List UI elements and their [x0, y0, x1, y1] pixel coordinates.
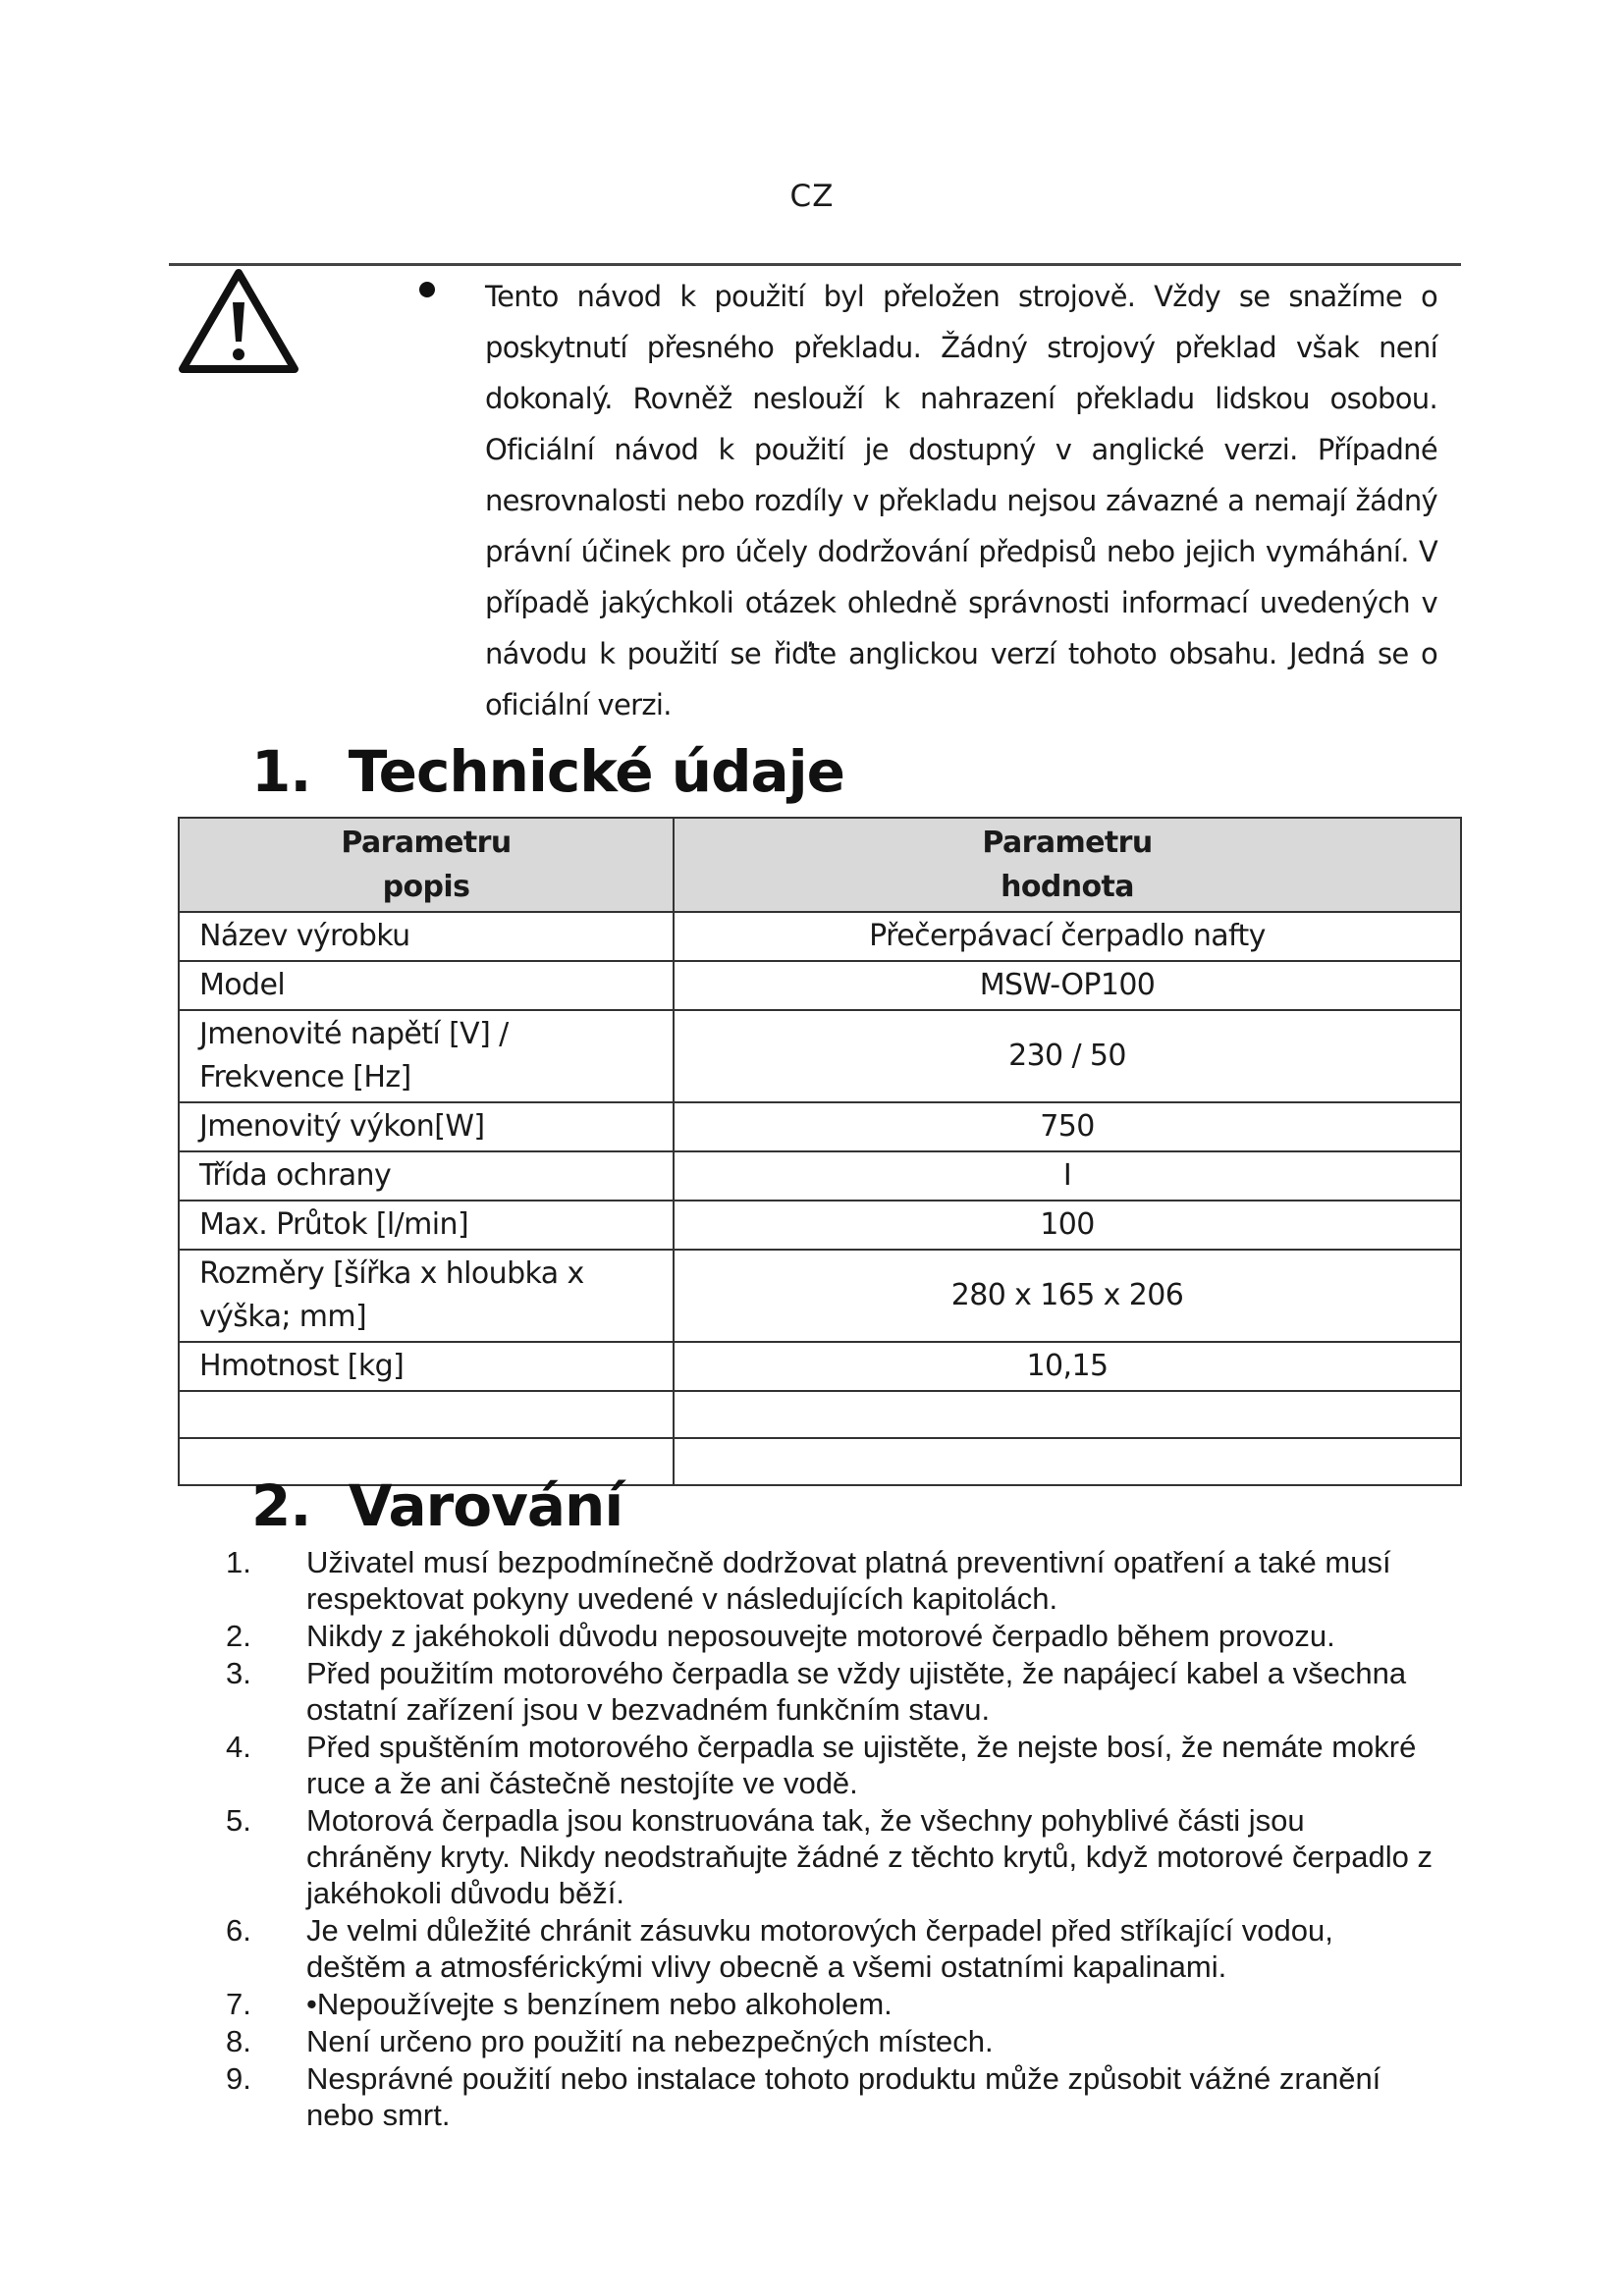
table-row — [179, 1201, 1461, 1250]
warning-text: Motorová čerpadla jsou konstruována tak, že všechny pohyblivé části jsou chráněny kryty. Nikdy neodstraňujte žádné z těchto krytů, když motorové čerpadlo z jakéhokoli důvodu běží. — [306, 1803, 1433, 1910]
value-cell: 750 — [674, 1102, 1461, 1151]
warning-number: 3. — [226, 1656, 251, 1690]
warning-item — [226, 1544, 1434, 1617]
section-number: 2. — [251, 1472, 311, 1539]
table-row — [179, 1250, 1461, 1342]
parameter-cell: Rozměry [šířka x hloubka x výška; mm] — [179, 1250, 674, 1342]
value-cell: 230 / 50 — [674, 1010, 1461, 1102]
column-header-value: Parametru hodnota — [674, 818, 1461, 912]
warning-text: Před použitím motorového čerpadla se vždy ujistěte, že napájecí kabel a všechna ostatní zařízení jsou v bezvadném funkčním stavu. — [306, 1656, 1407, 1727]
warning-text: Uživatel musí bezpodmínečně dodržovat platná preventivní opatření a také musí respektovat pokyny uvedené v následujících kapitolách. — [306, 1545, 1391, 1616]
warning-text: Nikdy z jakéhokoli důvodu neposouvejte motorové čerpadlo během provozu. — [306, 1619, 1335, 1653]
value-cell: 10,15 — [674, 1342, 1461, 1391]
table-row — [179, 1102, 1461, 1151]
warning-item — [226, 2023, 1434, 2059]
value-cell — [674, 1438, 1461, 1485]
value-cell: I — [674, 1151, 1461, 1201]
language-code: CZ — [789, 179, 835, 214]
section-heading-warnings — [251, 1472, 623, 1539]
parameter-cell: Hmotnost [kg] — [179, 1342, 674, 1391]
table-row — [179, 1391, 1461, 1438]
parameter-cell: Název výrobku — [179, 912, 674, 961]
warning-number: 2. — [226, 1619, 251, 1653]
technical-data-table — [178, 817, 1462, 1486]
warning-item — [226, 1986, 1434, 2022]
parameter-cell: Třída ochrany — [179, 1151, 674, 1201]
parameter-cell: Jmenovité napětí [V] / Frekvence [Hz] — [179, 1010, 674, 1102]
parameter-cell: Model — [179, 961, 674, 1010]
warning-text: Před spuštěním motorového čerpadla se ujistěte, že nejste bosí, že nemáte mokré ruce a že ani částečně nestojíte ve vodě. — [306, 1730, 1417, 1800]
warning-item — [226, 1912, 1434, 1985]
header-divider — [169, 263, 1461, 266]
table-header-row — [179, 818, 1461, 912]
warning-item — [226, 1802, 1434, 1911]
parameter-cell — [179, 1391, 674, 1438]
warning-triangle-icon — [177, 267, 300, 375]
table-row — [179, 1342, 1461, 1391]
warning-number: 7. — [226, 1987, 251, 2021]
warning-number: 9. — [226, 2061, 251, 2096]
table-row — [179, 1010, 1461, 1102]
parameter-cell: Jmenovitý výkon[W] — [179, 1102, 674, 1151]
value-cell — [674, 1391, 1461, 1438]
warning-text: •Nepoužívejte s benzínem nebo alkoholem. — [306, 1987, 893, 2021]
warnings-list — [226, 1544, 1434, 2134]
warning-number: 8. — [226, 2024, 251, 2058]
parameter-cell: Max. Průtok [l/min] — [179, 1201, 674, 1250]
value-cell: MSW-OP100 — [674, 961, 1461, 1010]
warning-number: 5. — [226, 1803, 251, 1838]
warning-item — [226, 1618, 1434, 1654]
table-row — [179, 1151, 1461, 1201]
warning-text: Je velmi důležité chránit zásuvku motorových čerpadel před stříkající vodou, deštěm a atmosférickými vlivy obecně a všemi ostatními kapalinami. — [306, 1913, 1333, 1984]
section-number: 1. — [251, 738, 311, 805]
section-heading-technical-data — [251, 738, 844, 805]
warning-number: 1. — [226, 1545, 251, 1579]
warning-number: 4. — [226, 1730, 251, 1764]
warning-item — [226, 2060, 1434, 2133]
value-cell: 100 — [674, 1201, 1461, 1250]
warning-number: 6. — [226, 1913, 251, 1948]
value-cell: Přečerpávací čerpadlo nafty — [674, 912, 1461, 961]
warning-item — [226, 1729, 1434, 1801]
table-row — [179, 961, 1461, 1010]
warning-text: Není určeno pro použití na nebezpečných místech. — [306, 2024, 994, 2058]
machine-translation-notice: Tento návod k použití byl přeložen strojově. Vždy se snažíme o poskytnutí přesného překladu. Žádný strojový překlad však není dokonalý. Rovněž neslouží k nahrazení překladu lidskou osobou. Oficiální návod k použití je dostupný v anglické verzi. Případné nesrovnalosti nebo rozdíly v překladu nejsou závazné a nemají žádný právní účinek pro účely dodržování předpisů nebo jejich vymáhání. V případě jakýchkoli otázek ohledně správnosti informací uvedených v návodu k použití se řiďte anglickou verzí tohoto obsahu. Jedná se o oficiální verzi. — [485, 280, 1437, 721]
warning-item — [226, 1655, 1434, 1728]
column-header-parameter: Parametru popis — [179, 818, 674, 912]
value-cell: 280 x 165 x 206 — [674, 1250, 1461, 1342]
table-row — [179, 912, 1461, 961]
warning-text: Nesprávné použití nebo instalace tohoto produktu může způsobit vážné zranění nebo smrt. — [306, 2061, 1381, 2132]
bullet-icon — [419, 282, 435, 297]
section-title: Technické údaje — [348, 738, 844, 805]
section-title: Varování — [348, 1472, 623, 1539]
